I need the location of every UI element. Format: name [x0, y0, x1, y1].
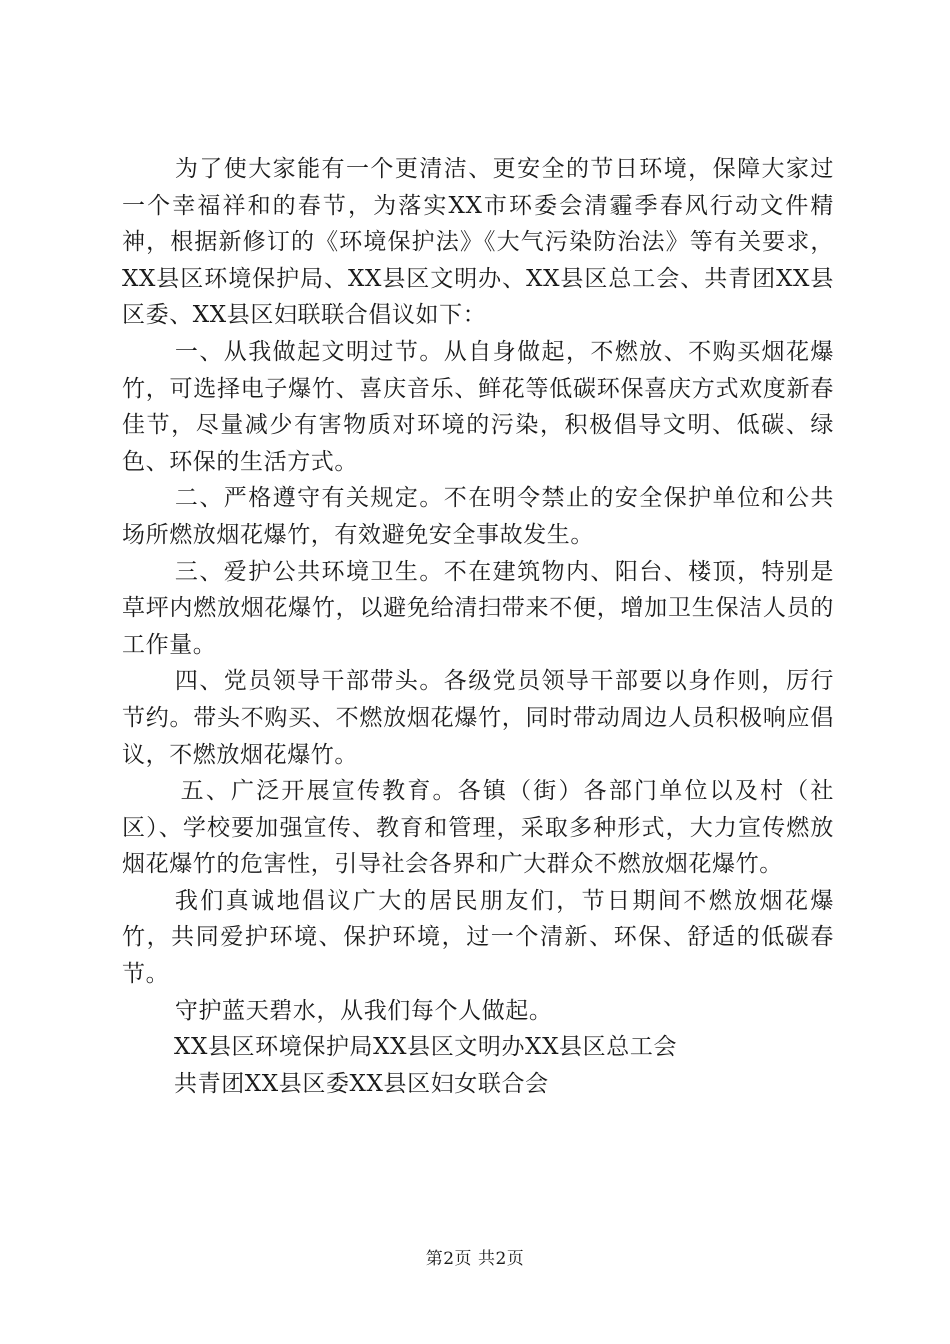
- paragraph-item-4: 四、党员领导干部带头。各级党员领导干部要以身作则，厉行节约。带头不购买、不燃放烟花爆竹，同时带动周边人员积极响应倡议，不燃放烟花爆竹。: [122, 668, 834, 768]
- page-number-footer: 第2页 共2页: [425, 1249, 525, 1269]
- signature-line-2: 共青团XX县区委XX县区妇女联合会: [174, 1070, 549, 1097]
- paragraph-intro: 为了使大家能有一个更清洁、更安全的节日环境，保障大家过一个幸福祥和的春节，为落实XX市环委会清霾季春风行动文件精神，根据新修订的《环境保护法》《大气污染防治法》等有关要求，XX县区环境保护局、XX县区文明办、XX县区总工会、共青团XX县区委、XX县区妇联联合倡议如下：: [122, 156, 834, 329]
- paragraph-appeal: 我们真诚地倡议广大的居民朋友们，节日期间不燃放烟花爆竹，共同爱护环境、保护环境，过一个清新、环保、舒适的低碳春节。: [122, 887, 834, 988]
- document-body: [122, 151, 834, 1102]
- paragraph-item-3: 三、爱护公共环境卫生。不在建筑物内、阳台、楼顶，特别是草坪内燃放烟花爆竹，以避免给清扫带来不便，增加卫生保洁人员的工作量。: [122, 558, 834, 658]
- paragraph-item-5: 五、广泛开展宣传教育。各镇（街）各部门单位以及村（社区）、学校要加强宣传、教育和管理，采取多种形式，大力宣传燃放烟花爆竹的危害性，引导社会各界和广大群众不燃放烟花爆竹。: [122, 778, 834, 878]
- paragraph-slogan: 守护蓝天碧水，从我们每个人做起。: [174, 997, 553, 1024]
- paragraph-item-1: 一、从我做起文明过节。从自身做起，不燃放、不购买烟花爆竹，可选择电子爆竹、喜庆音乐、鲜花等低碳环保喜庆方式欢度新春佳节，尽量减少有害物质对环境的污染，积极倡导文明、低碳、绿色、环保的生活方式。: [122, 338, 834, 475]
- paragraph-item-2: 二、严格遵守有关规定。不在明令禁止的安全保护单位和公共场所燃放烟花爆竹，有效避免安全事故发生。: [122, 485, 834, 548]
- signature-line-1: XX县区环境保护局XX县区文明办XX县区总工会: [174, 1034, 678, 1061]
